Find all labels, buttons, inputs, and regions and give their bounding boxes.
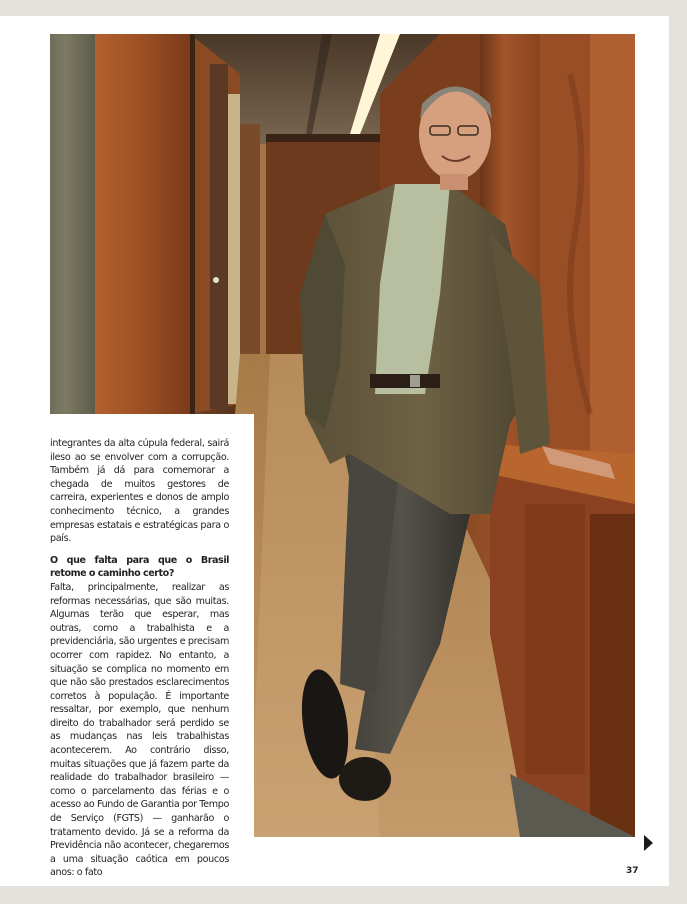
interview-question: O que falta para que o Brasil retome o caminho certo?: [50, 554, 229, 580]
continue-arrow-icon: [644, 835, 653, 851]
page-number: 37: [626, 866, 639, 876]
interview-answer: Falta, principalmente, realizar as reformas necessárias, que são muitas. Algumas terão que esperar, mas outras, como a trabalhista e a previdenciária, são urgentes e precisam ocorrer com rapidez. No entanto, a situação se complica no momento em que não são prestados esclarecimentos corretos à população. É importante ressaltar, por exemplo, que nenhum direito do trabalhador será perdido se as mudanças nas leis trabalhistas acontecerem. Ao contrário disso, muitas situações que já fazem parte da realidade do trabalhador brasileiro — como o parcelamento das férias e o acesso ao Fundo de Garantia por Tempo de Serviço (FGTS) — ganharão o tratamento devido. Já se a reforma da Previdência não acontecer, chegaremos a uma situação caótica em poucos anos: o fato: [50, 581, 229, 879]
article-body: [50, 437, 229, 888]
article-paragraph: integrantes da alta cúpula federal, sairá ileso ao se envolver com a corrupção. Também já dá para comemorar a chegada de muitos gestores de carreira, experientes e donos de amplo conhecimento técnico, a grandes empresas estatais e estratégicas para o país.: [50, 438, 229, 545]
